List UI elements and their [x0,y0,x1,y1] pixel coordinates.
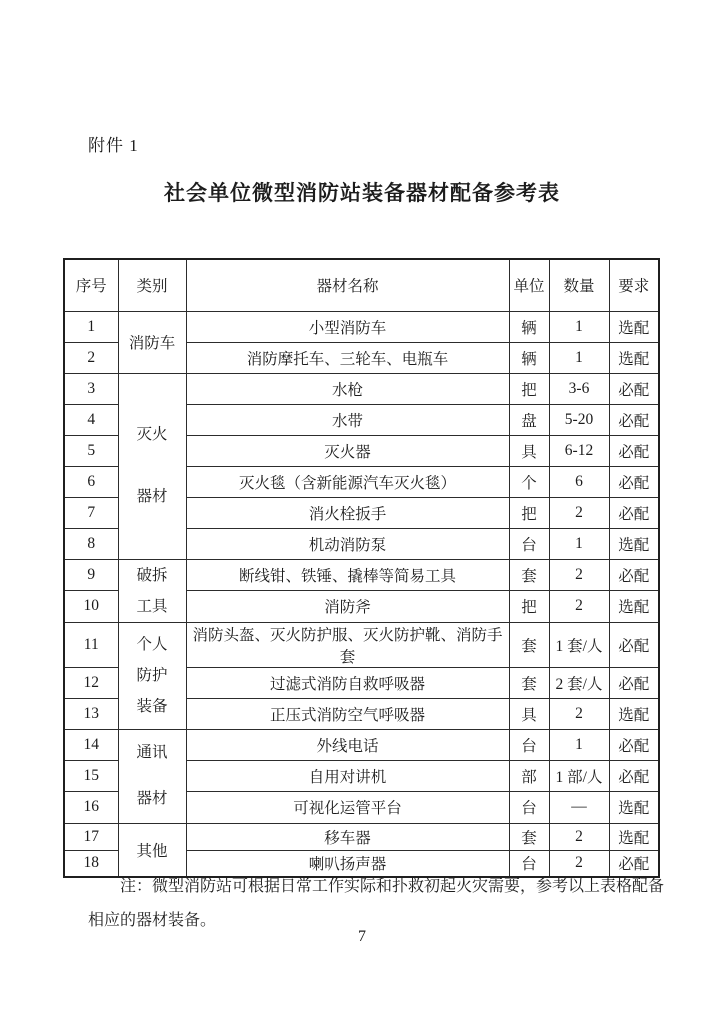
cell-quantity: 1 [549,528,609,559]
category-line: 工具 [136,597,168,615]
cell-requirement: 必配 [609,850,659,877]
cell-category [118,729,186,823]
table-row [64,823,659,850]
header-equipment-name: 器材名称 [186,259,509,311]
cell-quantity: 2 [549,591,609,623]
cell-requirement: 必配 [609,497,659,528]
cell-equipment-name: 消防摩托车、三轮车、电瓶车 [186,342,509,373]
cell-equipment-name: 外线电话 [186,729,509,760]
cell-serial-number: 14 [64,729,118,760]
cell-serial-number: 9 [64,559,118,591]
cell-requirement: 选配 [609,528,659,559]
cell-serial-number: 3 [64,373,118,404]
cell-requirement: 必配 [609,667,659,698]
cell-quantity: 2 [549,850,609,877]
cell-equipment-name: 灭火毯（含新能源汽车灭火毯） [186,466,509,497]
cell-category [118,373,186,559]
table-header-row [64,259,659,311]
cell-requirement: 必配 [609,760,659,791]
table-row [64,559,659,591]
cell-category [118,823,186,877]
cell-serial-number: 18 [64,850,118,877]
cell-equipment-name: 机动消防泵 [186,528,509,559]
note: 注：微型消防站可根据日常工作实际和扑救初起火灾需要，参考以上表格配备相应的器材装备。 [88,878,665,930]
cell-unit: 套 [509,823,549,850]
cell-category [118,622,186,729]
cell-quantity: 1 [549,729,609,760]
cell-unit: 个 [509,466,549,497]
table-row [64,373,659,404]
cell-unit: 套 [509,622,549,667]
cell-requirement: 必配 [609,373,659,404]
cell-requirement: 必配 [609,559,659,591]
cell-requirement: 选配 [609,792,659,823]
cell-unit: 辆 [509,342,549,373]
header-category: 类别 [118,259,186,311]
category-line: 防护 [136,667,168,684]
cell-unit: 套 [509,559,549,591]
cell-equipment-name: 断线钳、铁锤、撬棒等简易工具 [186,559,509,591]
cell-serial-number: 7 [64,497,118,528]
cell-serial-number: 6 [64,466,118,497]
cell-quantity: 5-20 [549,404,609,435]
cell-unit: 部 [509,760,549,791]
cell-quantity: 6 [549,466,609,497]
cell-requirement: 必配 [609,729,659,760]
category-line: 破拆 [136,566,168,584]
category-line: 消防车 [128,335,176,352]
cell-unit: 台 [509,528,549,559]
cell-unit: 台 [509,729,549,760]
page-title: 社会单位微型消防站装备器材配备参考表 [164,182,560,205]
cell-serial-number: 15 [64,760,118,791]
cell-equipment-name: 水带 [186,404,509,435]
cell-serial-number: 4 [64,404,118,435]
cell-unit: 把 [509,591,549,623]
cell-unit: 具 [509,435,549,466]
cell-unit: 把 [509,373,549,404]
cell-quantity: 2 [549,559,609,591]
cell-requirement: 选配 [609,698,659,729]
cell-unit: 把 [509,497,549,528]
cell-quantity: 6-12 [549,435,609,466]
cell-equipment-name: 正压式消防空气呼吸器 [186,698,509,729]
cell-requirement: 选配 [609,342,659,373]
cell-quantity: 2 [549,497,609,528]
cell-unit: 台 [509,850,549,877]
table-row [64,311,659,342]
cell-equipment-name: 水枪 [186,373,509,404]
cell-quantity: 3-6 [549,373,609,404]
cell-requirement: 选配 [609,823,659,850]
cell-serial-number: 10 [64,591,118,623]
cell-equipment-name: 移车器 [186,823,509,850]
cell-serial-number: 2 [64,342,118,373]
cell-equipment-name: 灭火器 [186,435,509,466]
header-serial-number: 序号 [64,259,118,311]
table-row [64,622,659,667]
cell-requirement: 选配 [609,591,659,623]
cell-unit: 辆 [509,311,549,342]
cell-quantity: — [549,792,609,823]
cell-quantity: 1 部/人 [549,760,609,791]
category-line: 通讯 [136,743,168,761]
page-number: 7 [358,928,366,945]
cell-serial-number: 11 [64,622,118,667]
cell-equipment-name: 自用对讲机 [186,760,509,791]
cell-quantity: 1 套/人 [549,622,609,667]
cell-unit: 台 [509,792,549,823]
cell-equipment-name: 喇叭扬声器 [186,850,509,877]
cell-serial-number: 16 [64,792,118,823]
cell-equipment-name: 消防头盔、灭火防护服、灭火防护靴、消防手套 [186,622,509,667]
cell-unit: 套 [509,667,549,698]
cell-category [118,311,186,373]
cell-equipment-name: 可视化运管平台 [186,792,509,823]
cell-serial-number: 1 [64,311,118,342]
cell-quantity: 2 [549,698,609,729]
table-row [64,729,659,760]
cell-serial-number: 8 [64,528,118,559]
header-unit: 单位 [509,259,549,311]
cell-equipment-name: 消防斧 [186,591,509,623]
cell-equipment-name: 过滤式消防自救呼吸器 [186,667,509,698]
category-line: 器材 [136,790,168,807]
category-line: 器材 [136,488,168,505]
cell-requirement: 必配 [609,466,659,497]
cell-quantity: 2 [549,823,609,850]
cell-equipment-name: 消火栓扳手 [186,497,509,528]
cell-quantity: 2 套/人 [549,667,609,698]
cell-serial-number: 17 [64,823,118,850]
cell-equipment-name: 小型消防车 [186,311,509,342]
cell-requirement: 必配 [609,404,659,435]
cell-quantity: 1 [549,311,609,342]
cell-serial-number: 5 [64,435,118,466]
equipment-table [63,258,660,878]
category-line: 个人 [136,636,168,653]
cell-requirement: 必配 [609,435,659,466]
header-quantity: 数量 [549,259,609,311]
category-line: 装备 [136,698,168,715]
cell-requirement: 选配 [609,311,659,342]
category-line: 其他 [136,842,168,860]
category-line: 灭火 [136,426,168,443]
equipment-table-body [64,311,659,877]
cell-category [118,559,186,622]
header-requirement: 要求 [609,259,659,311]
cell-requirement: 必配 [609,622,659,667]
cell-unit: 具 [509,698,549,729]
attachment-label: 附件 1 [88,136,139,155]
cell-serial-number: 12 [64,667,118,698]
cell-unit: 盘 [509,404,549,435]
cell-serial-number: 13 [64,698,118,729]
cell-quantity: 1 [549,342,609,373]
